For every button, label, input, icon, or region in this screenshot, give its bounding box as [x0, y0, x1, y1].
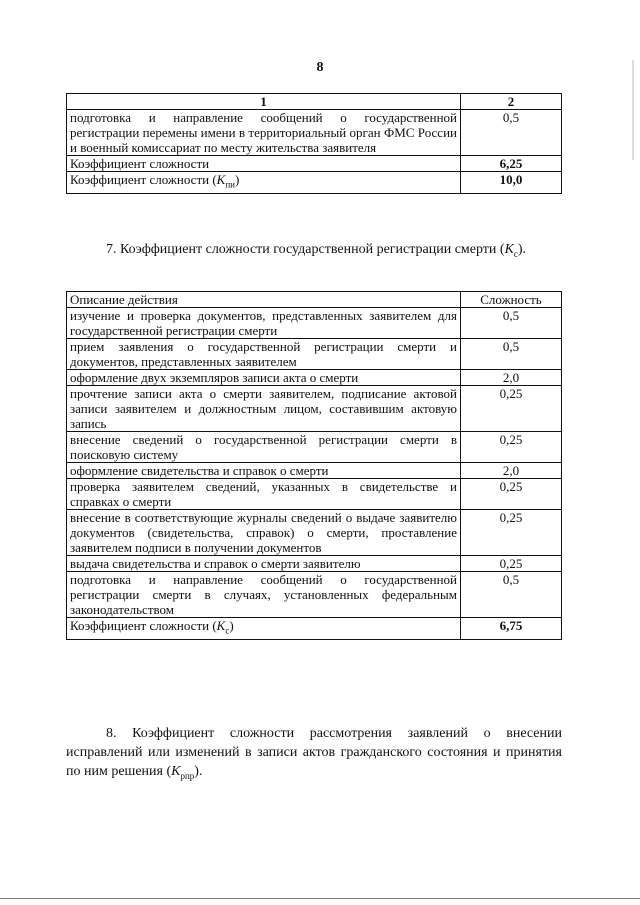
row-value: 2,0 [461, 463, 562, 479]
table-row [67, 370, 562, 386]
header-col-1: 1 [67, 94, 461, 110]
section-8-sub: рпр [180, 770, 195, 781]
row-value: 0,25 [461, 386, 562, 432]
table-row [67, 556, 562, 572]
table-death-registration [66, 291, 562, 640]
row-description: выдача свидетельства и справок о смерти заявителю [67, 556, 461, 572]
row-value: 0,25 [461, 556, 562, 572]
table-birth-name-change [66, 93, 562, 194]
section-8-heading [66, 724, 562, 786]
row-description: оформление двух экземпляров записи акта о смерти [67, 370, 461, 386]
section-7-close: ). [517, 242, 527, 257]
section-8-close: ). [194, 764, 203, 779]
total-symbol: К [216, 172, 226, 187]
section-8-text: 8. Коэффициент сложности рассмотрения заявлений о внесении исправлений или изменений в записи актов гражданского состояния и принятия по ним решения ( [66, 726, 562, 779]
row-description: подготовка и направление сообщений о государственной регистрации перемены имени в территориальный орган ФМС России и военный комиссариат по месту жительства заявителя [67, 110, 461, 156]
table-row [67, 572, 562, 618]
table-row [67, 510, 562, 556]
page-bottom-rule [0, 898, 640, 899]
row-description: Коэффициент сложности [67, 156, 461, 172]
total-sub: пи [225, 179, 235, 190]
total-text: Коэффициент сложности ( [70, 618, 217, 633]
table-total-row [67, 618, 562, 640]
row-value: 2,0 [461, 370, 562, 386]
header-description: Описание действия [67, 292, 461, 308]
row-description: прочтение записи акта о смерти заявителем, подписание актовой записи заявителем и должностным лицом, составившим актовую запись [67, 386, 461, 432]
row-value: 0,25 [461, 510, 562, 556]
section-7-symbol: К [504, 242, 514, 257]
header-complexity: Сложность [461, 292, 562, 308]
row-description: проверка заявителем сведений, указанных в свидетельстве и справках о смерти [67, 479, 461, 510]
row-description: изучение и проверка документов, представленных заявителем для государственной регистрации смерти [67, 308, 461, 339]
row-value: 6,25 [461, 156, 562, 172]
page-number: 8 [316, 60, 324, 75]
table-row [67, 463, 562, 479]
section-7-heading [66, 240, 562, 264]
total-text: Коэффициент сложности ( [70, 172, 217, 187]
row-value: 0,5 [461, 572, 562, 618]
table-row [67, 479, 562, 510]
total-value: 10,0 [461, 172, 562, 194]
table-row [67, 110, 562, 156]
total-close: ) [234, 172, 240, 187]
row-description: внесение в соответствующие журналы сведений о выдаче заявителю документов (свидетельства, справок) о смерти, проставление заявителем подписи в получении документов [67, 510, 461, 556]
row-description: оформление свидетельства и справок о смерти [67, 463, 461, 479]
row-value: 0,5 [461, 110, 562, 156]
row-description: прием заявления о государственной регистрации смерти и документов, представленных заявителем [67, 339, 461, 370]
section-8-symbol: К [171, 764, 181, 779]
section-7-sub: с [513, 248, 518, 259]
table-header-row [67, 94, 562, 110]
table-row [67, 339, 562, 370]
table-row [67, 432, 562, 463]
table-row [67, 156, 562, 172]
total-label [67, 618, 461, 640]
row-value: 0,5 [461, 308, 562, 339]
table-header-row [67, 292, 562, 308]
row-description: подготовка и направление сообщений о государственной регистрации смерти в случаях, установленных федеральным законодательством [67, 572, 461, 618]
total-label [67, 172, 461, 194]
total-close: ) [229, 618, 234, 633]
table-total-row [67, 172, 562, 194]
header-col-2: 2 [461, 94, 562, 110]
row-value: 0,25 [461, 479, 562, 510]
scan-edge-mark [632, 60, 634, 160]
total-value: 6,75 [461, 618, 562, 640]
section-7-text: 7. Коэффициент сложности государственной регистрации смерти ( [106, 242, 505, 257]
table-row [67, 386, 562, 432]
row-description: внесение сведений о государственной регистрации смерти в поисковую систему [67, 432, 461, 463]
row-value: 0,25 [461, 432, 562, 463]
row-value: 0,5 [461, 339, 562, 370]
table-row [67, 308, 562, 339]
total-symbol: К [216, 618, 226, 633]
total-sub: с [225, 625, 230, 636]
